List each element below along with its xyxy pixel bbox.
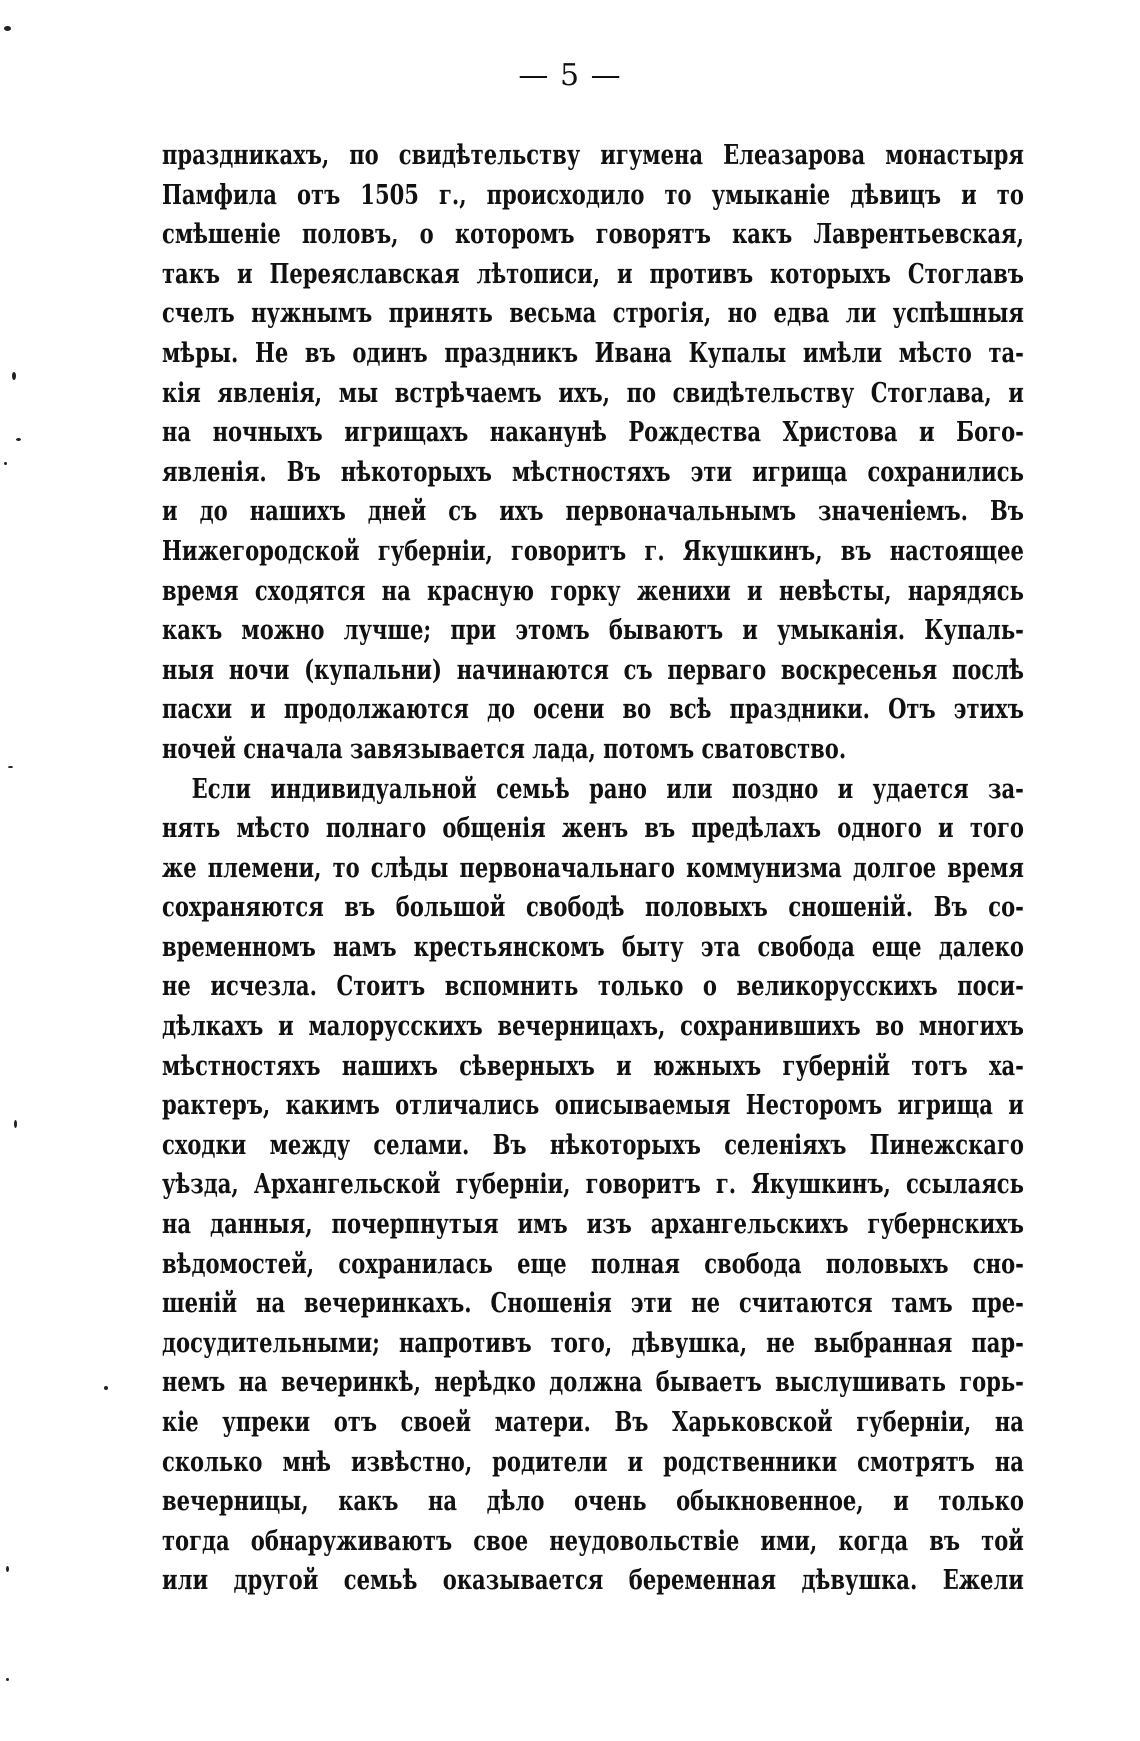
scan-speck xyxy=(8,766,13,768)
text-line: нять мѣсто полнаго общенія женъ въ предѣлахъ одного и того xyxy=(162,813,1024,845)
text-line: дѣлкахъ и малорусскихъ вечерницахъ, сохранившихъ во многихъ xyxy=(162,1011,1024,1043)
text-line: ночей сначала завязывается лада, потомъ сватовство. xyxy=(162,733,847,765)
text-line: ныя ночи (купальни) начинаются съ перваго воскресенья послѣ xyxy=(162,654,1024,686)
text-line: сколько мнѣ извѣстно, родители и родственники смотрятъ на xyxy=(162,1446,1024,1478)
text-line: какъ можно лучше; при этомъ бываютъ и умыканія. Купаль- xyxy=(162,615,1024,647)
text-line: не исчезла. Стоитъ вспомнить только о великорусскихъ поси- xyxy=(162,971,1024,1003)
text-line: мѣры. Не въ одинъ праздникъ Ивана Купалы имѣли мѣсто та- xyxy=(162,337,1024,369)
text-line: же племени, то слѣды первоначальнаго коммунизма долгое время xyxy=(162,852,1024,884)
text-line: временномъ намъ крестьянскомъ быту эта свобода еще далеко xyxy=(162,931,1024,963)
text-line: пасхи и продолжаются до осени во всѣ праздники. Отъ этихъ xyxy=(162,694,1024,726)
scan-speck xyxy=(4,462,7,465)
text-line: кіе упреки отъ своей матери. Въ Харьковской губерніи, на xyxy=(162,1407,1024,1438)
scan-speck xyxy=(16,438,21,441)
text-line: рактеръ, какимъ отличались описываемыя Несторомъ игрища и xyxy=(162,1090,1024,1122)
text-line: мѣстностяхъ нашихъ сѣверныхъ и южныхъ губерній тотъ ха- xyxy=(162,1050,1024,1082)
scan-speck xyxy=(12,372,16,380)
scan-speck xyxy=(4,26,11,31)
text-line: тогда обнаруживаютъ свое неудовольствіе ими, когда въ той xyxy=(162,1525,1024,1557)
body-text xyxy=(162,136,1024,1601)
text-line: досудительными; напротивъ того, дѣвушка, не выбранная пар- xyxy=(162,1327,1024,1359)
text-line: на ночныхъ игрищахъ наканунѣ Рождества Христова и Бого- xyxy=(162,417,1024,449)
text-line: вечерницы, какъ на дѣло очень обыкновенное, и только xyxy=(162,1486,1024,1518)
text-line: смѣшеніе половъ, о которомъ говорятъ какъ Лаврентьевская, xyxy=(162,219,1024,251)
text-line: на данныя, почерпнутыя имъ изъ архангельскихъ губернскихъ xyxy=(162,1209,1024,1241)
text-line: сохраняются въ большой свободѣ половыхъ сношеній. Въ со- xyxy=(162,892,1024,924)
page-number: — 5 — xyxy=(518,58,622,93)
text-line: Нижегородской губерніи, говоритъ г. Якушкинъ, въ настоящее xyxy=(162,535,1024,567)
text-line: шеній на вечеринкахъ. Сношенія эти не считаются тамъ пре- xyxy=(162,1288,1024,1320)
text-line: уѣзда, Архангельской губерніи, говоритъ г. Якушкинъ, ссылаясь xyxy=(162,1169,1024,1201)
text-line: кія явленія, мы встрѣчаемъ ихъ, по свидѣтельству Стоглава, и xyxy=(162,377,1024,409)
scan-speck xyxy=(6,1678,9,1681)
text-line: такъ и Переяславская лѣтописи, и противъ которыхъ Стоглавъ xyxy=(162,258,1024,290)
text-line: и до нашихъ дней съ ихъ первоначальнымъ значеніемъ. Въ xyxy=(162,496,1024,528)
text-line: явленія. Въ нѣкоторыхъ мѣстностяхъ эти игрища сохранились xyxy=(162,456,1024,488)
text-line: или другой семьѣ оказывается беременная дѣвушка. Ежели xyxy=(162,1565,1024,1597)
text-line: Если индивидуальной семьѣ рано или поздно и удается за- xyxy=(191,773,1024,805)
scan-speck xyxy=(14,1120,17,1128)
text-line: праздникахъ, по свидѣтельству игумена Елеазарова монастыря xyxy=(162,140,1024,171)
scan-speck xyxy=(6,1566,9,1572)
text-line: счелъ нужнымъ принять весьма строгія, но едва ли успѣшныя xyxy=(162,298,1024,330)
text-line: сходки между селами. Въ нѣкоторыхъ селеніяхъ Пинежскаго xyxy=(162,1129,1024,1161)
text-line: вѣдомостей, сохранилась еще полная свобода половыхъ сно- xyxy=(162,1248,1024,1280)
scan-speck xyxy=(104,1386,108,1390)
text-line: немъ на вечеринкѣ, нерѣдко должна бываетъ выслушивать горь- xyxy=(162,1367,1024,1399)
text-line: Памфила отъ 1505 г., происходило то умыканіе дѣвицъ и то xyxy=(162,179,1024,211)
text-line: время сходятся на красную горку женихи и невѣсты, нарядясь xyxy=(162,575,1024,607)
